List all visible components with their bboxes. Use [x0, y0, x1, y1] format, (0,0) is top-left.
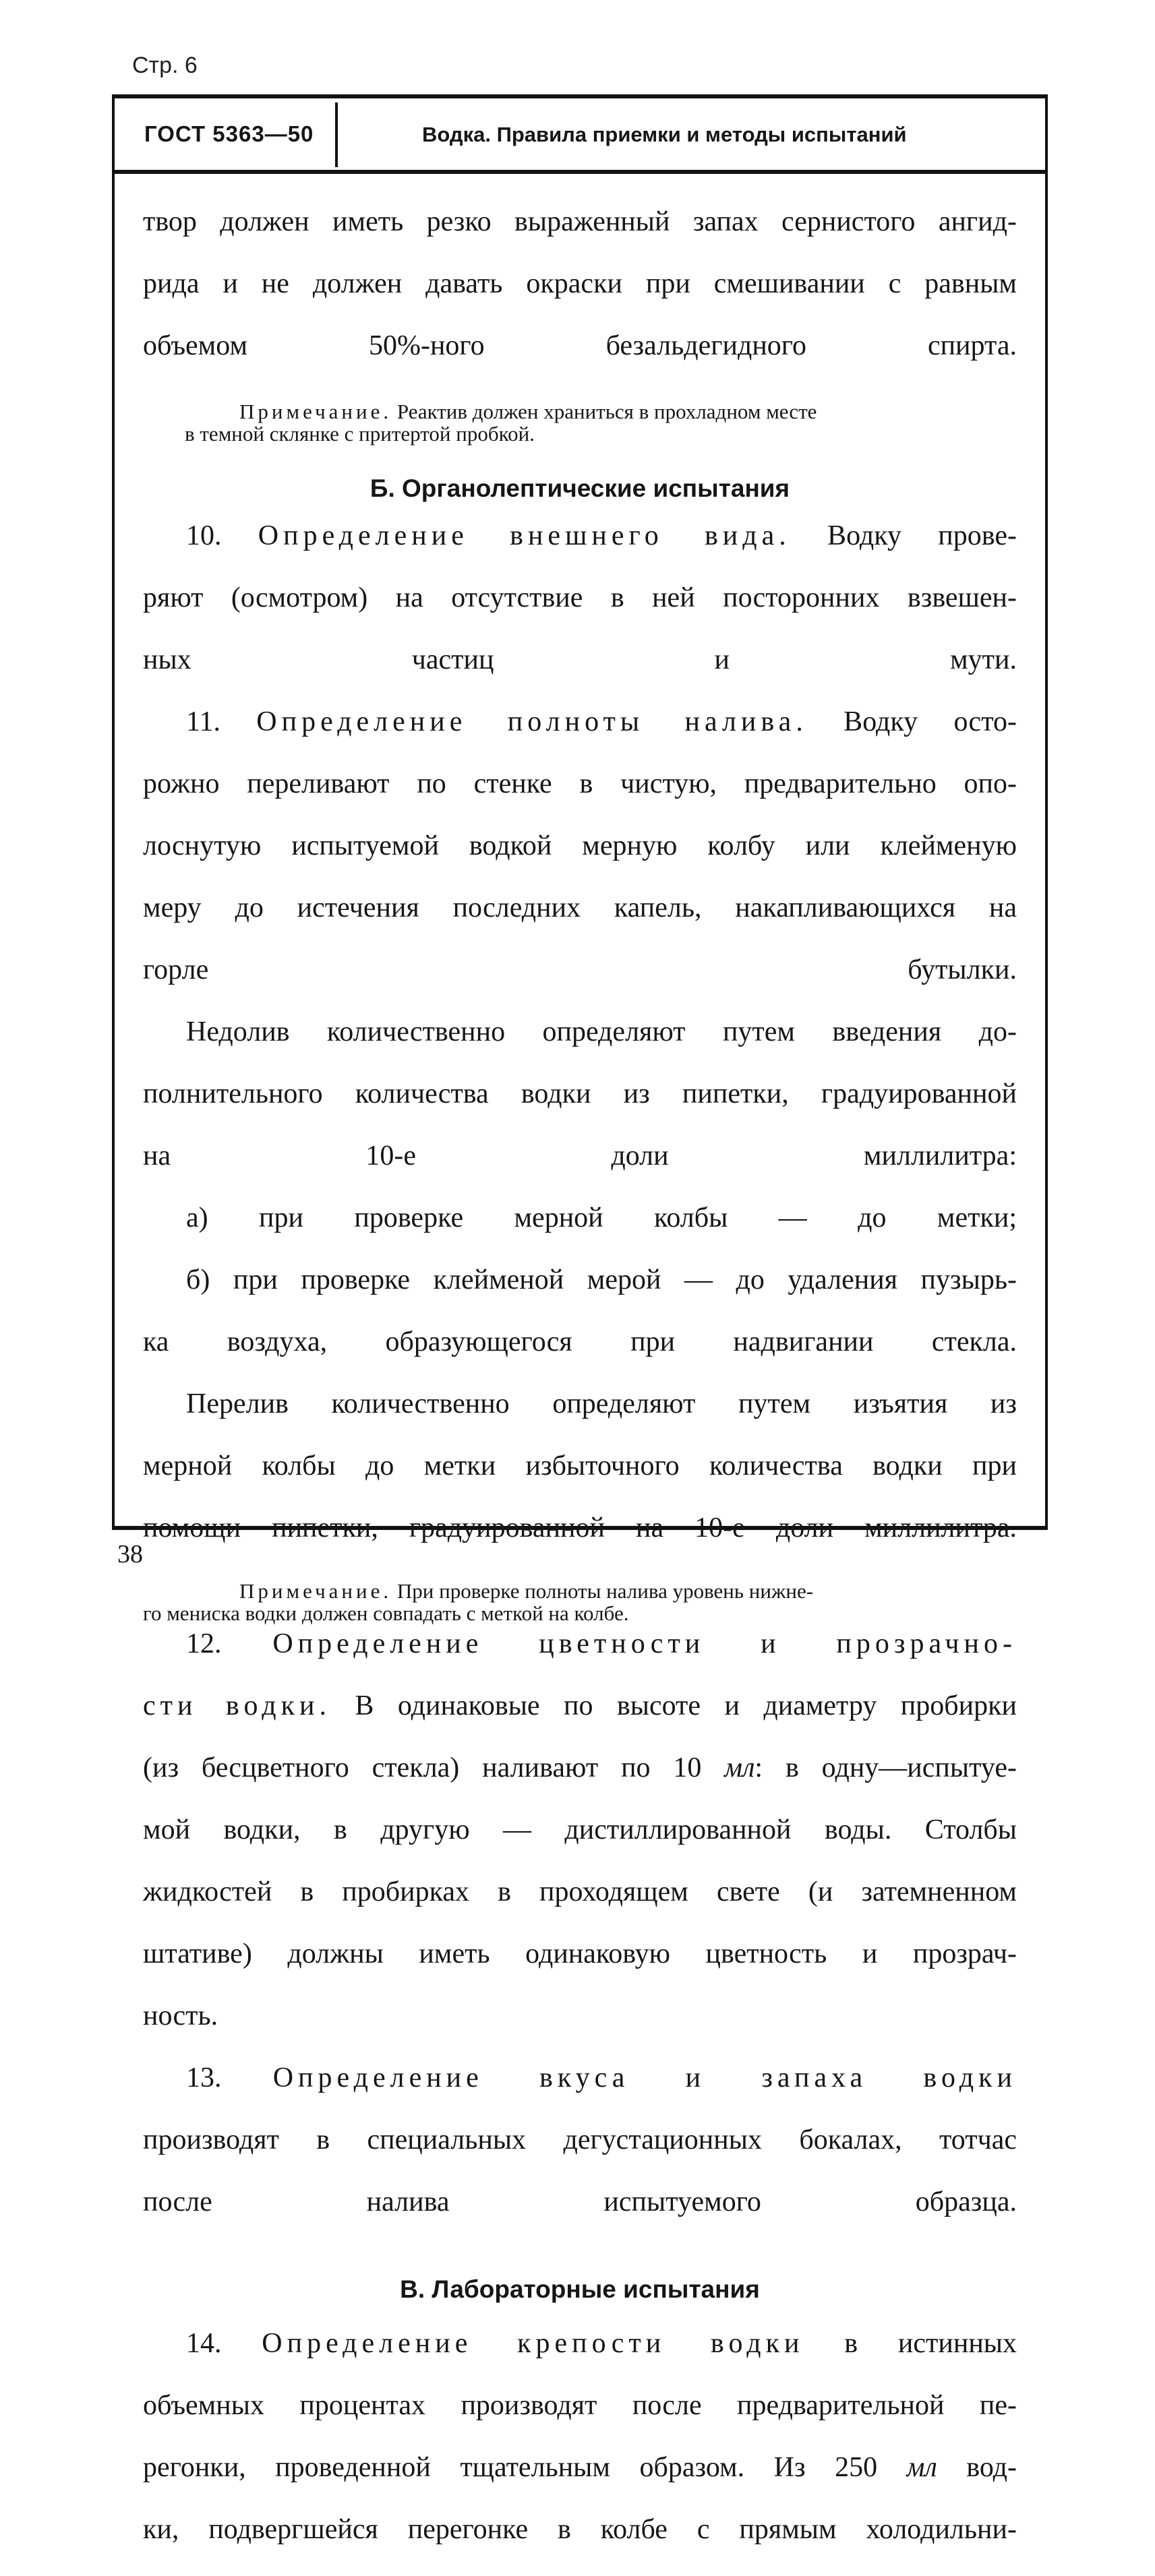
- item-number: 13.: [186, 2062, 273, 2093]
- item-text: производят в специальных дегустационных бокалах, тотчас: [143, 2124, 1017, 2155]
- note-text: го мениска водки должен совпадать с меткой на колбе.: [143, 1601, 629, 1625]
- standard-number: ГОСТ 5363—50: [144, 121, 314, 146]
- item-text: : в одну—испытуе-: [754, 1752, 1017, 1783]
- item-number: 12.: [186, 1628, 273, 1659]
- item-text: Водку прове-: [790, 520, 1017, 551]
- item-text: лоснутую испытуемой водкой мерную колбу или клейменую: [143, 830, 1017, 861]
- item-number: 14.: [186, 2328, 262, 2359]
- page-label: Стр. 6: [132, 53, 198, 78]
- paragraph-line: Перелив количественно определяют путем изъятия из: [186, 1388, 1017, 1419]
- item-number: 11.: [186, 706, 257, 737]
- intro-line: твор должен иметь резко выраженный запах сернистого ангид-: [143, 206, 1017, 237]
- unit-ml: мл: [906, 2452, 937, 2483]
- item-text: регонки, проведенной тщательным образом. Из 250: [143, 2452, 907, 2483]
- note-label: Примечание.: [239, 400, 392, 423]
- page-header: [115, 98, 1045, 174]
- item-text: горле бутылки.: [143, 954, 1017, 985]
- note-reagent: [143, 400, 1017, 445]
- intro-line: рида и не должен давать окраски при смешивании с равным: [143, 268, 1017, 299]
- intro-line: объемом 50%-ного безальдегидного спирта.: [143, 330, 1017, 361]
- note-text: в темной склянке с притертой пробкой.: [185, 422, 535, 446]
- document-title: Водка. Правила приемки и методы испытаний: [422, 123, 907, 146]
- item-text: в истинных: [804, 2328, 1017, 2359]
- item-title: Определение цветности и прозрачно-: [272, 1628, 1017, 1659]
- paragraph-line: полнительного количества водки из пипетки, градуированной: [143, 1078, 1017, 1109]
- note-text: Реактив должен храниться в прохладном месте: [392, 400, 817, 423]
- section-b-heading: Б. Органолептические испытания: [369, 474, 790, 502]
- item-text: вод-: [937, 2452, 1017, 2483]
- item-text: ряют (осмотром) на отсутствие в ней посторонних взвешен-: [143, 582, 1017, 613]
- item-text: мой водки, в другую — дистиллированной воды. Столбы: [143, 1814, 1017, 1845]
- item-number: 10.: [186, 520, 258, 551]
- item-text: после налива испытуемого образца.: [143, 2186, 1017, 2217]
- item-title: Определение вкуса и запаха водки: [272, 2062, 1017, 2093]
- item-title: Определение внешнего вида.: [258, 520, 791, 551]
- item-title: Определение крепости водки: [262, 2328, 804, 2359]
- document-body: [143, 206, 1017, 2576]
- item-title: сти водки.: [143, 1690, 331, 1721]
- paragraph-line: помощи пипетки, градуированной на 10-е доли миллилитра.: [143, 1512, 1017, 1543]
- page-number: 38: [117, 1540, 143, 1568]
- item-text: объемных процентах производят после предварительной пе-: [143, 2390, 1017, 2421]
- item-text: (из бесцветного стекла) наливают по 10: [143, 1752, 725, 1783]
- item-14: [143, 2328, 1017, 2576]
- overfill-paragraph: [143, 1388, 1017, 1574]
- item-text: жидкостей в пробирках в проходящем свете (и затемненном: [143, 1876, 1017, 1907]
- item-text: рожно переливают по стенке в чистую, предварительно опо-: [143, 768, 1017, 799]
- item-12: [143, 1628, 1017, 2062]
- section-v-heading: В. Лабораторные испытания: [400, 2275, 760, 2303]
- check-list: [143, 1202, 1017, 1388]
- note-meniscus: [143, 1580, 1017, 1624]
- list-item-b: б) при проверке клейменой мерой — до удаления пузырь-: [186, 1264, 1017, 1295]
- item-11: [143, 706, 1017, 1016]
- item-text: ки, подвергшейся перегонке в колбе с прямым холодильни-: [143, 2514, 1017, 2545]
- item-13: [143, 2062, 1017, 2248]
- list-item-b-continued: ка воздуха, образующегося при надвигании стекла.: [143, 1326, 1017, 1357]
- item-text: меру до истечения последних капель, накапливающихся на: [143, 892, 1017, 923]
- intro-paragraph: [143, 206, 1017, 392]
- list-item-a: а) при проверке мерной колбы — до метки;: [186, 1202, 1017, 1233]
- unit-ml: мл: [724, 1752, 755, 1783]
- note-text: При проверке полноты налива уровень нижне-: [392, 1579, 814, 1603]
- header-divider: [335, 102, 338, 167]
- note-label: Примечание.: [239, 1579, 392, 1603]
- item-text: ных частиц и мути.: [143, 644, 1017, 675]
- item-10: [143, 520, 1017, 706]
- paragraph-line: мерной колбы до метки избыточного количества водки при: [143, 1450, 1017, 1481]
- item-text: Водку осто-: [807, 706, 1017, 737]
- item-title: Определение полноты налива.: [256, 706, 808, 737]
- item-text: В одинаковые по высоте и диаметру пробирки: [330, 1690, 1017, 1721]
- underfill-paragraph: [143, 1016, 1017, 1202]
- item-text: штативе) должны иметь одинаковую цветность и прозрач-: [143, 1938, 1017, 1969]
- paragraph-line: Недолив количественно определяют путем введения до-: [186, 1016, 1017, 1047]
- paragraph-line: на 10-е доли миллилитра:: [143, 1140, 1017, 1171]
- item-text: ность.: [143, 2000, 218, 2031]
